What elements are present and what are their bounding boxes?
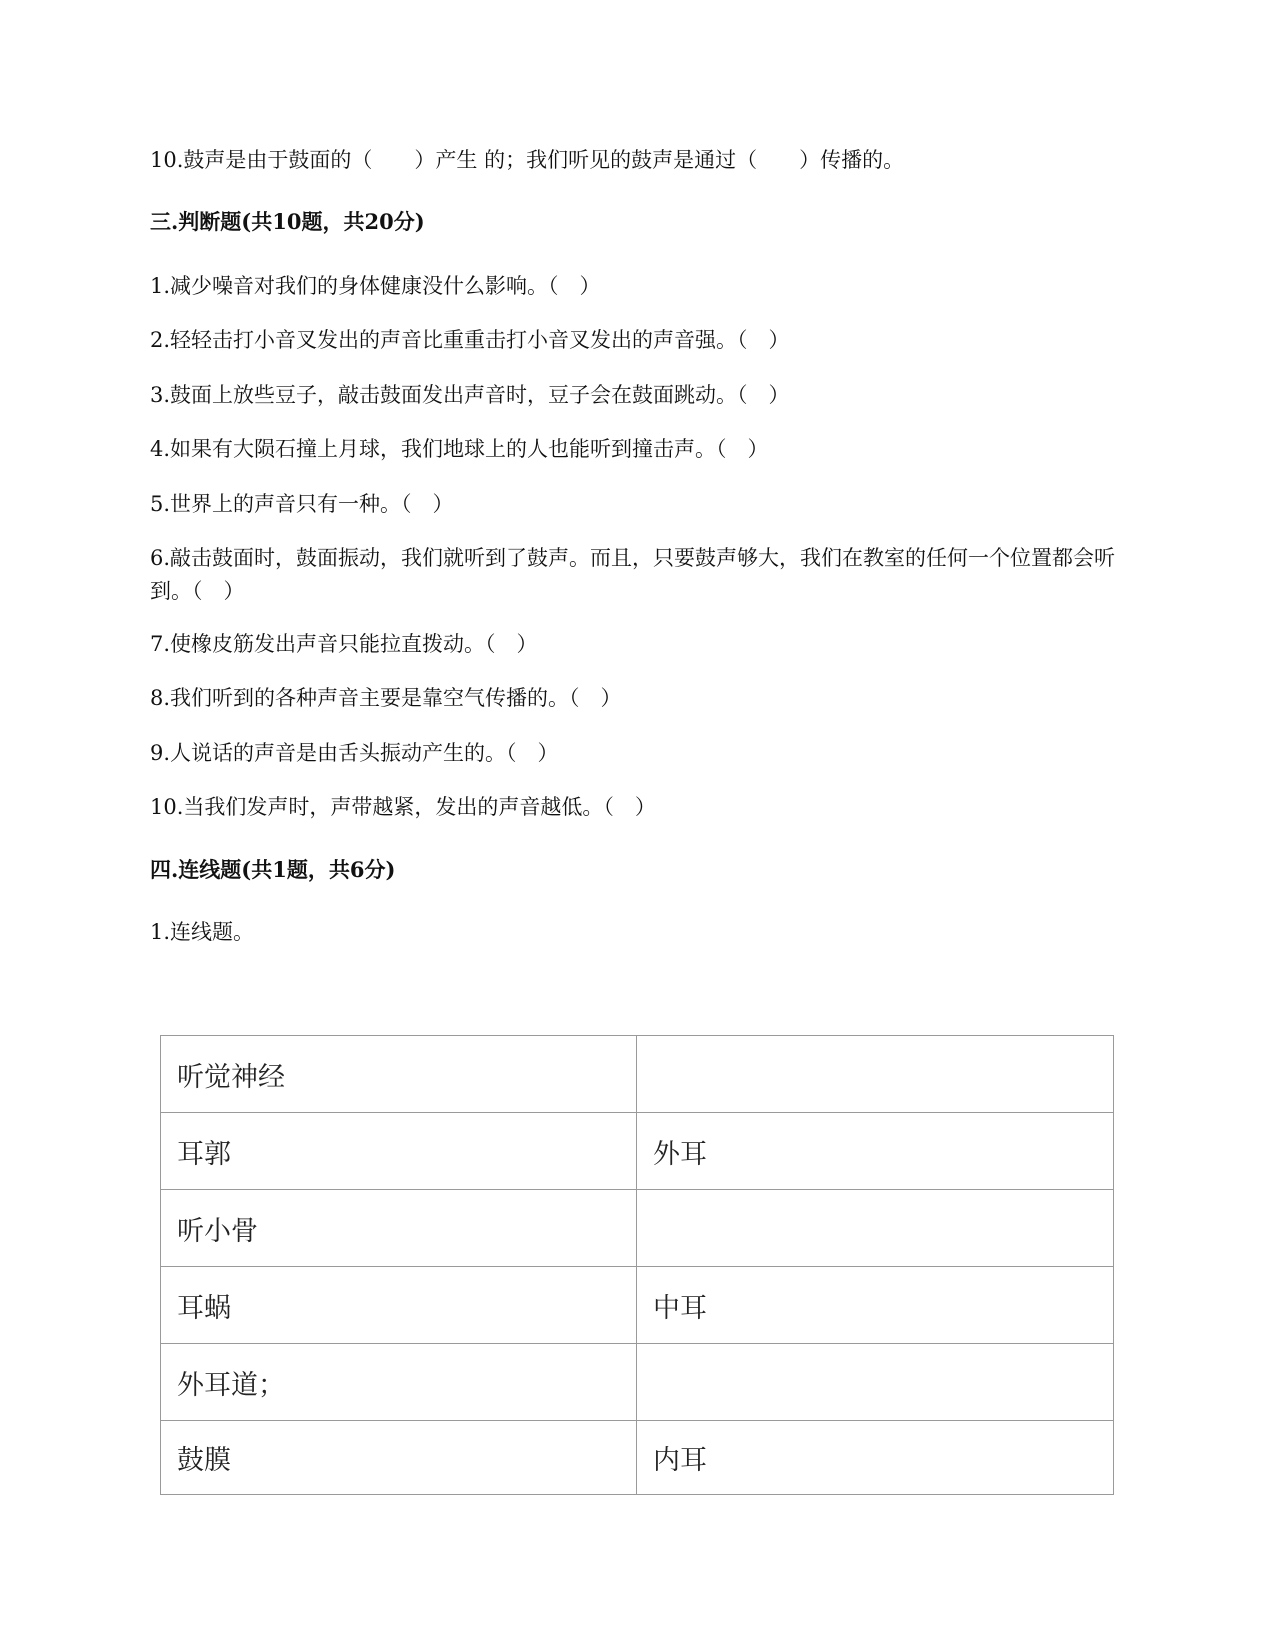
table-row (161, 1267, 1114, 1344)
section-3-heading: 三.判断题(共10题，共20分) (150, 209, 425, 234)
judgment-question-7: 7.使橡皮筋发出声音只能拉直拨动。（ ） (150, 632, 538, 656)
judgment-question-10: 10.当我们发声时，声带越紧，发出的声音越低。（ ） (150, 795, 656, 819)
table-cell-right: 中耳 (637, 1267, 1114, 1344)
table-cell-right: 外耳 (637, 1113, 1114, 1190)
table-cell-left: 耳郭 (161, 1113, 637, 1190)
table-cell-right (637, 1190, 1114, 1267)
judgment-question-2: 2.轻轻击打小音叉发出的声音比重重击打小音叉发出的声音强。（ ） (150, 328, 790, 352)
table-row (161, 1344, 1114, 1421)
judgment-question-8: 8.我们听到的各种声音主要是靠空气传播的。（ ） (150, 686, 622, 710)
judgment-question-6: 6.敲击鼓面时，鼓面振动，我们就听到了鼓声。而且，只要鼓声够大，我们在教室的任何一个位置都会听到。（ ） (150, 546, 1116, 603)
table-cell-right (637, 1344, 1114, 1421)
section-4-heading: 四.连线题(共1题，共6分) (150, 857, 396, 882)
judgment-question-9: 9.人说话的声音是由舌头振动产生的。（ ） (150, 741, 559, 765)
table-cell-left: 鼓膜 (161, 1421, 637, 1495)
judgment-question-1: 1.减少噪音对我们的身体健康没什么影响。（ ） (150, 274, 601, 298)
matching-question-1: 1.连线题。 (150, 920, 255, 944)
fill-blank-question-10: 10.鼓声是由于鼓面的（ ）产生 的；我们听见的鼓声是通过（ ）传播的。 (150, 148, 905, 172)
judgment-question-3: 3.鼓面上放些豆子，敲击鼓面发出声音时，豆子会在鼓面跳动。（ ） (150, 383, 790, 407)
table-cell-left: 听小骨 (161, 1190, 637, 1267)
matching-table (160, 1035, 1114, 1495)
table-cell-left: 耳蜗 (161, 1267, 637, 1344)
table-row (161, 1036, 1114, 1113)
judgment-question-5: 5.世界上的声音只有一种。（ ） (150, 492, 454, 516)
table-row (161, 1421, 1114, 1495)
judgment-question-4: 4.如果有大陨石撞上月球，我们地球上的人也能听到撞击声。（ ） (150, 437, 769, 461)
table-cell-left: 听觉神经 (161, 1036, 637, 1113)
table-row (161, 1113, 1114, 1190)
table-row (161, 1190, 1114, 1267)
table-cell-right: 内耳 (637, 1421, 1114, 1495)
table-cell-left: 外耳道； (161, 1344, 637, 1421)
table-cell-right (637, 1036, 1114, 1113)
